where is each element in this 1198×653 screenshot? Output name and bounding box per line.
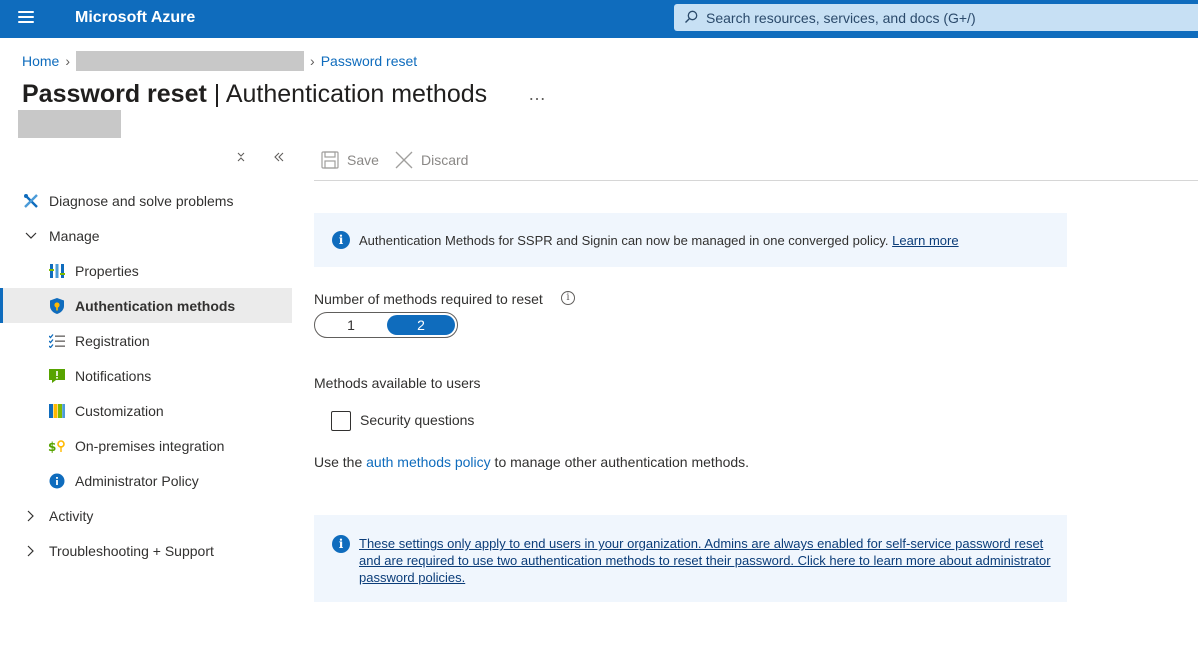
sidebar-item-label: Registration (75, 332, 150, 349)
redacted-subtitle (18, 110, 121, 138)
policy-prefix: Use the (314, 454, 367, 470)
learn-more-link[interactable]: Learn more (892, 233, 959, 248)
shield-icon (48, 297, 66, 315)
sidebar-item-diagnose[interactable] (0, 183, 292, 218)
save-button[interactable] (321, 151, 379, 169)
admin-policy-link[interactable]: These settings only apply to end users in your organization. Admins are always enabled for self-service password reset and are required to use two authentication methods to reset their password. Click here to learn more about administrator password policies. (359, 536, 1051, 585)
sidebar-group-activity[interactable] (0, 498, 292, 533)
breadcrumb-home[interactable]: Home (22, 53, 60, 69)
sidebar-item-label: Customization (75, 402, 164, 419)
integration-icon (48, 437, 66, 455)
breadcrumb-current[interactable]: Password reset (320, 53, 418, 69)
banner-message: Authentication Methods for SSPR and Signin can now be managed in one converged policy. (359, 233, 893, 248)
option-2-selected[interactable]: 2 (387, 315, 455, 335)
option-1[interactable]: 1 (347, 317, 355, 333)
sidebar-item-administrator-policy[interactable] (0, 463, 292, 498)
breadcrumb-chevron-icon: › (65, 53, 71, 69)
admin-policy-banner (314, 515, 1067, 602)
sidebar-item-on-premises-integration[interactable] (0, 428, 292, 463)
converged-policy-banner (314, 213, 1067, 267)
discard-button[interactable] (395, 151, 468, 169)
banner-text (359, 233, 959, 248)
sidebar-item-label: Notifications (75, 367, 152, 384)
breadcrumb (22, 51, 417, 71)
customization-icon (48, 402, 66, 420)
chevron-down-icon (22, 227, 40, 245)
page-title-separator: | (206, 80, 226, 108)
info-tooltip-icon[interactable]: i (561, 291, 575, 305)
auth-methods-policy-link[interactable]: auth methods policy (366, 454, 491, 470)
sidebar-item-customization[interactable] (0, 393, 292, 428)
sidebar-item-label: On-premises integration (75, 437, 225, 454)
sidebar-group-manage[interactable] (0, 218, 292, 253)
chevron-right-icon (22, 542, 40, 560)
command-bar (314, 146, 1198, 181)
info-icon (48, 472, 66, 490)
sidebar-nav (0, 183, 292, 568)
brand-title[interactable]: Microsoft Azure (75, 9, 196, 26)
sidebar-item-label: Diagnose and solve problems (49, 192, 234, 209)
top-bar (0, 0, 1198, 38)
search-input[interactable] (706, 4, 1186, 31)
more-options-icon[interactable]: … (528, 84, 547, 104)
sidebar-group-troubleshooting[interactable] (0, 533, 292, 568)
auth-policy-note (314, 454, 749, 470)
wrench-icon (22, 192, 40, 210)
chevron-right-icon (22, 507, 40, 525)
methods-required-label: Number of methods required to reset (314, 291, 543, 307)
sidebar-item-notifications[interactable] (0, 358, 292, 393)
breadcrumb-chevron-icon: › (310, 53, 315, 69)
discard-label: Discard (421, 152, 469, 168)
security-questions-checkbox[interactable] (331, 411, 351, 431)
collapse-all-icon[interactable] (232, 150, 250, 168)
security-questions-label[interactable]: Security questions (360, 412, 475, 428)
sidebar-item-properties[interactable] (0, 253, 292, 288)
svg-text:$: $ (48, 439, 57, 453)
checklist-icon (48, 332, 66, 350)
info-icon: i (332, 535, 350, 553)
page-title-main: Password reset (22, 80, 207, 108)
policy-suffix: to manage other authentication methods. (490, 454, 750, 470)
sidebar-item-label: Properties (75, 262, 139, 279)
sidebar-item-label: Activity (49, 507, 94, 524)
save-label: Save (347, 152, 379, 168)
properties-icon (48, 262, 66, 280)
close-icon (395, 151, 413, 169)
redacted-tenant (76, 51, 304, 71)
notification-icon (48, 367, 66, 385)
hamburger-menu-icon[interactable] (18, 11, 34, 25)
page-title-sub: Authentication methods (225, 80, 488, 108)
sidebar-item-label: Authentication methods (75, 297, 236, 314)
search-icon (684, 10, 698, 24)
methods-available-label: Methods available to users (314, 375, 481, 391)
sidebar-item-authentication-methods[interactable] (0, 288, 292, 323)
sidebar-item-label: Administrator Policy (75, 472, 199, 489)
global-search[interactable] (674, 4, 1198, 31)
info-icon: i (332, 231, 350, 249)
methods-required-toggle (314, 312, 458, 338)
sidebar-item-registration[interactable] (0, 323, 292, 358)
page-title (22, 80, 487, 109)
sidebar-item-label: Manage (49, 227, 100, 244)
sidebar-item-label: Troubleshooting + Support (49, 542, 214, 559)
save-icon (321, 151, 339, 169)
collapse-sidebar-icon[interactable] (270, 150, 288, 168)
